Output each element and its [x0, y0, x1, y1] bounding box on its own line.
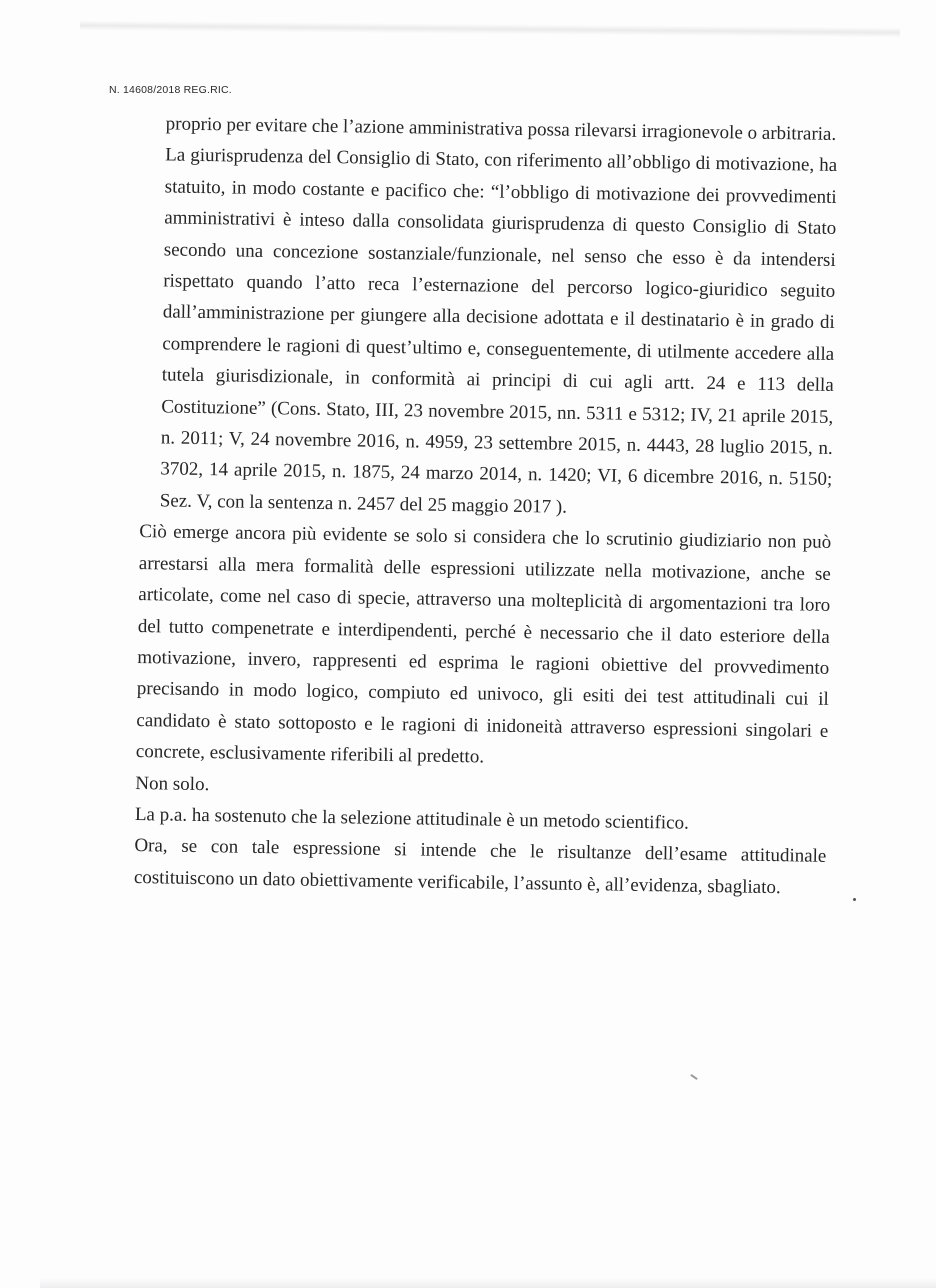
document-body	[128, 108, 838, 904]
scan-bottom-edge	[40, 1278, 936, 1288]
scan-mark	[690, 1074, 698, 1080]
paragraph-continuation: proprio per evitare che l’azione amministrativa possa rilevarsi irragionevole o arbitraria.	[165, 113, 837, 145]
paragraph-scrutinio: Ciò emerge ancora più evidente se solo si considera che lo scrutinio giudiziario non può arrestarsi alla mera formalità delle espressioni utilizzate nella motivazione, anche se articolate, come nel caso di specie, attraverso una molteplicità di argomentazioni tra loro del tutto compenetrate e interdipendenti, perché è necessario che il dato esteriore della motivazione, invero, rappresenti ed esprima le ragioni obiettive del provvedimento precisando in modo logico, compiuto ed univoco, gli esiti dei test attitudinali cui il candidato è stato sottoposto e le ragioni di inidoneità attraverso espressioni singolari e concrete, esclusivamente riferibili al predetto.	[135, 521, 832, 768]
scan-top-edge	[80, 20, 900, 37]
paragraph-conclusione: Ora, se con tale espressione si intende che le risultanze dell’esame attitudinale costituiscono un dato obiettivamente verificabile, l’assunto è, all’evidenza, sbagliato.	[133, 835, 827, 898]
paragraph-giurisprudenza: La giurisprudenza del Consiglio di Stato, con riferimento all’obbligo di motivazione, ha statuito, in modo costante e pacifico che: “l’obbligo di motivazione dei provvedimenti amministrativi è inteso dalla consolidata giurisprudenza di questo Consiglio di Stato secondo una concezione sostanziale/funzionale, nel senso che esso è da intendersi rispettato quando l’atto reca l’esternazione del percorso logico-giuridico seguito dall’amministrazione per giungere alla decisione adottata e il destinatario è in grado di comprendere le ragioni di quest’ultimo e, conseguentemente, di utilmente accedere alla tutela giurisdizionale, in conformità ai principi di cui agli artt. 24 e 113 della Costituzione” (Cons. Stato, III, 23 novembre 2015, nn. 5311 e 5312; IV, 21 aprile 2015, n. 2011; V, 24 novembre 2016, n. 4959, 23 settembre 2015, n. 4443, 28 luglio 2015, n. 3702, 14 aprile 2015, n. 1875, 24 marzo 2014, n. 1420; VI, 6 dicembre 2016, n. 5150; Sez. V, con la sentenza n. 2457 del 25 maggio 2017 ).	[159, 144, 838, 518]
scan-speck	[853, 898, 856, 901]
paragraph-selezione: La p.a. ha sostenuto che la selezione attitudinale è un metodo scientifico.	[134, 803, 689, 834]
paragraph-non-solo: Non solo.	[135, 772, 210, 795]
case-reference: N. 14608/2018 REG.RIC.	[109, 84, 232, 96]
